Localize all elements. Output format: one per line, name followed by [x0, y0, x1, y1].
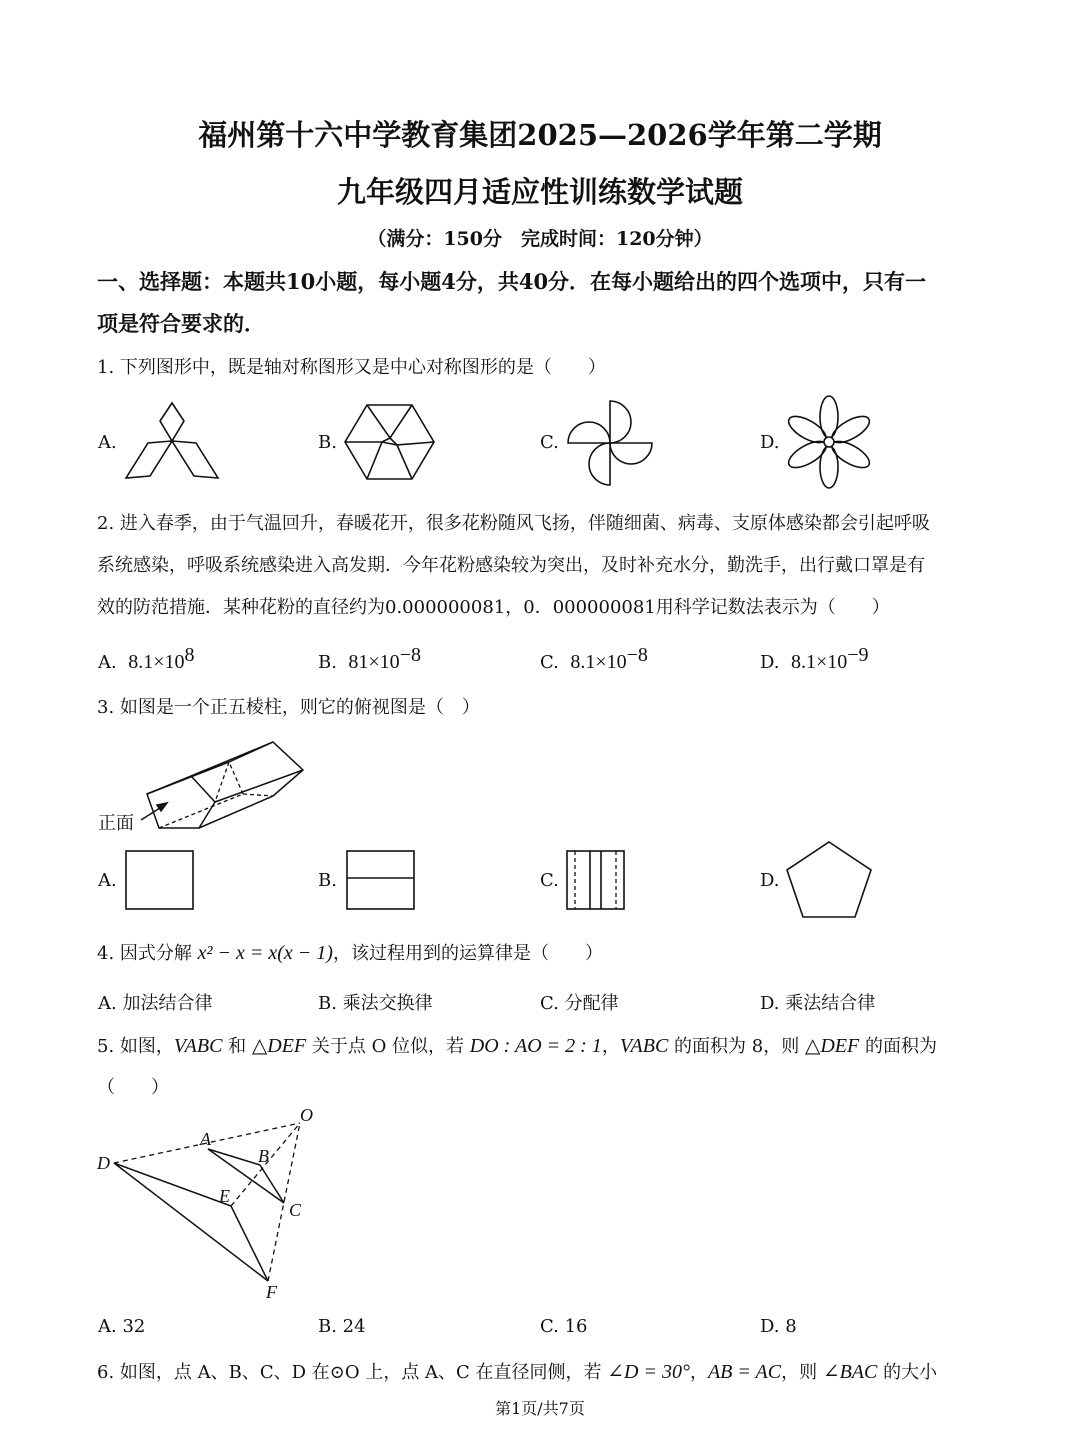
q5-point-o: O [300, 1105, 313, 1125]
q5-stem-line2: （ ） [97, 1077, 169, 1098]
q1-stem: 1. 下列图形中，既是轴对称图形又是中心对称图形的是（ ） [97, 357, 606, 378]
q2-option-a: A. $8.1\times 10^8$ [98, 644, 195, 673]
page-footer: 第1页/共7页 [495, 1399, 585, 1418]
q3-figure-b-split-rect [344, 848, 418, 912]
q1-option-a-label: A. [98, 432, 117, 453]
q5-point-b: B [258, 1146, 269, 1166]
section-heading-line2: 项是符合要求的． [97, 311, 265, 336]
exam-title-line2: 九年级四月适应性训练数学试题 [336, 175, 743, 209]
q3-figure-d-pentagon [783, 838, 875, 922]
q4-stem: 4. 因式分解 x² − x = x(x − 1)，该过程用到的运算律是（ ） [97, 942, 603, 964]
q3-front-label: 正面 [98, 813, 134, 834]
q3-option-a-label: A. [98, 870, 117, 891]
q4-option-b: B. 乘法交换律 [318, 993, 433, 1014]
q5-option-b: B. 24 [318, 1316, 366, 1337]
q5-stem-line1: 5. 如图，VABC 和 △DEF 关于点 O 位似，若 DO : AO = 2 : 1，VABC 的面积为 8，则 △DEF 的面积为 [97, 1035, 937, 1057]
q3-option-d-label: D. [760, 870, 780, 891]
q5-point-f: F [266, 1282, 277, 1300]
q1-figure-c-pinwheel [564, 397, 656, 489]
q2-option-b: B. $81\times 10^{-8}$ [318, 644, 421, 673]
q3-option-c-label: C. [540, 870, 559, 891]
q5-point-e: E [219, 1186, 230, 1206]
q4-option-a: A. 加法结合律 [98, 993, 213, 1014]
q4-option-d: D. 乘法结合律 [760, 993, 876, 1014]
q1-figure-d-flower [783, 394, 875, 490]
q5-point-a: A [200, 1129, 211, 1149]
q5-figure-homothety [92, 1105, 332, 1300]
q5-point-d: D [97, 1153, 110, 1173]
q5-option-d: D. 8 [760, 1316, 797, 1337]
q6-stem: 6. 如图，点 A、B、C、D 在⊙O 上，点 A、C 在直径同侧，若 ∠D = 30°，AB = AC，则 ∠BAC 的大小 [97, 1361, 938, 1383]
q1-figure-b-hexagon [342, 400, 437, 484]
q4-option-c: C. 分配律 [540, 993, 619, 1014]
q5-option-a: A. 32 [98, 1316, 146, 1337]
q3-option-b-label: B. [318, 870, 337, 891]
section-heading-line1: 一、选择题：本题共10小题，每小题4分，共40分．在每小题给出的四个选项中，只有一 [97, 269, 927, 294]
exam-subtitle: （满分：150分 完成时间：120分钟） [367, 228, 713, 250]
q5-option-c: C. 16 [540, 1316, 588, 1337]
q3-figure-a-square [123, 848, 197, 912]
q2-line3: 效的防范措施．某种花粉的直径约为0.000000081，0．000000081用科学记数法表示为（ ） [97, 597, 890, 618]
q3-figure-c-dashed-rect [564, 848, 628, 912]
q3-stem: 3. 如图是一个正五棱柱，则它的俯视图是（ ） [97, 697, 480, 718]
q1-option-d-label: D. [760, 432, 780, 453]
exam-title-line1: 福州第十六中学教育集团2025—2026学年第二学期 [198, 118, 882, 152]
q2-option-d: D. $8.1\times 10^{-9}$ [760, 644, 869, 673]
q1-option-b-label: B. [318, 432, 337, 453]
q2-line1: 2. 进入春季，由于气温回升，春暖花开，很多花粉随风飞扬，伴随细菌、病毒、支原体感染都会引起呼吸 [97, 513, 930, 534]
q1-figure-a-rhombi [120, 398, 225, 484]
q2-line2: 系统感染，呼吸系统感染进入高发期．今年花粉感染较为突出，及时补充水分，勤洗手，出行戴口罩是有 [97, 555, 925, 576]
q5-point-c: C [289, 1200, 302, 1220]
q1-option-c-label: C. [540, 432, 559, 453]
q2-option-c: C. $8.1\times 10^{-8}$ [540, 644, 648, 673]
